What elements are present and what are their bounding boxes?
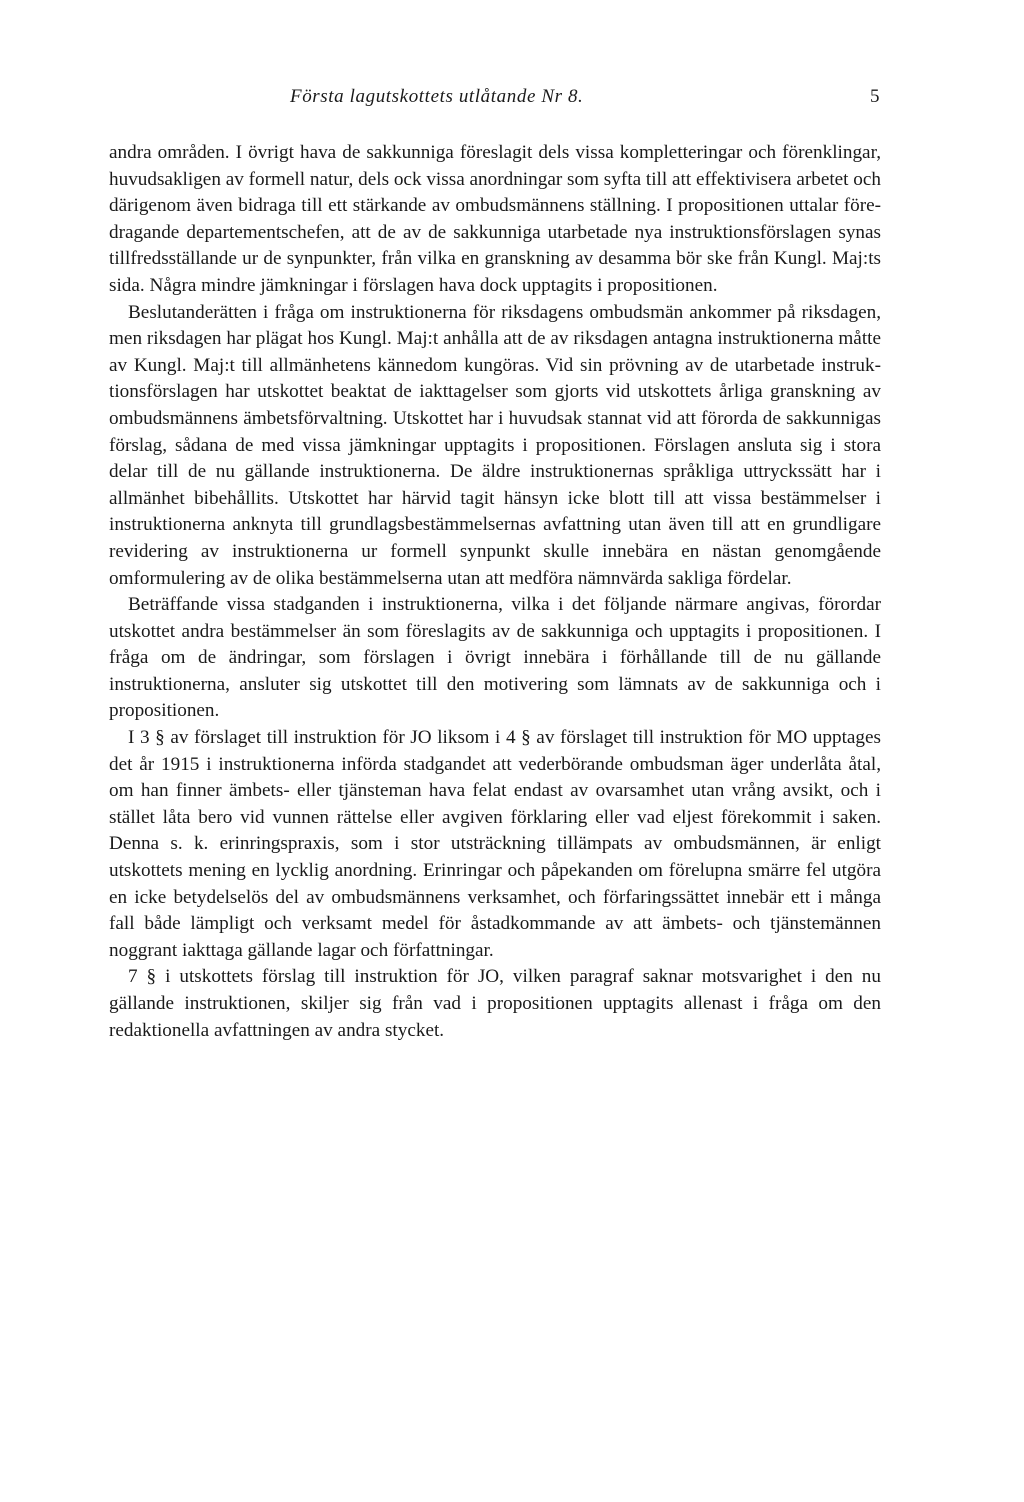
paragraph-3: Beträffande vissa stadganden i instruktionerna, vilka i det följande närmare angivas, förordar utskottet andra bestämmelser än som föreslagits av de sakkunniga och upptagits i propositionen. I fråga om de ändringar, som förslagen i övrigt innebära i förhållande till de nu gällande instruktionerna, ansluter sig utskottet till den motivering som lämnats av de sakkunniga och i propositionen.	[109, 594, 881, 722]
paragraph-2: Beslutanderätten i fråga om instruktionerna för riksdagens ombudsmän ankommer på riksdagen, men riksdagen har plägat hos Kungl. Maj:t anhålla att de av riksdagen antagna instruktionerna måtte av Kungl. Maj:t till allmänhetens kännedom kungöras. Vid sin prövning av de utarbetade instruktionsförslagen har utskottet beaktat de iakttagelser som gjorts vid utskottets årliga granskning av ombudsmännens ämbetsförvaltning. Utskottet har i huvudsak stannat vid att förorda de sakkunnigas förslag, sådana de med vissa jämkningar upptagits i propositionen. Förslagen ansluta sig i stora delar till de nu gällande instruktionerna. De äldre instruktionernas språkliga uttryckssätt har i allmänhet bibehållits. Utskottet har härvid tagit hänsyn icke blott till att vissa bestämmelser i instruktionerna anknyta till grundlagsbestämmelsernas avfattning utan även till att en grundligare revidering av instruktionerna ur formell synpunkt skulle innebära en nästan genomgående omformulering av de olika bestämmelserna utan att medföra nämnvärda sakliga fördelar.	[109, 301, 881, 589]
running-title: Första lagutskottets utlåtande Nr 8.	[290, 86, 584, 107]
body-text	[109, 140, 881, 1044]
running-header	[0, 86, 1024, 116]
paragraph-1: andra områden. I övrigt hava de sakkunniga föreslagit dels vissa kompletteringar och förenklingar, huvudsakligen av formell natur, dels ock vissa anordningar som syfta till att effektivisera arbetet och därigenom även bidraga till ett stärkande av ombudsmännens ställning. I propositionen uttalar föredragande departementschefen, att de av de sakkunniga utarbetade nya instruktionsförslagen synas tillfredsställande ur de synpunkter, från vilka en granskning av desamma bör ske från Kungl. Maj:ts sida. Några mindre jämkningar i förslagen hava dock upptagits i propositionen.	[109, 142, 882, 296]
paragraph-4: I 3 § av förslaget till instruktion för JO liksom i 4 § av förslaget till instruktion för MO upptages det år 1915 i instruktionerna införda stadgandet att vederbörande ombudsman äger underlåta åtal, om han finner ämbets- eller tjänsteman hava felat endast av ovarsamhet utan vrång avsikt, och i stället låta bero vid vunnen rättelse eller avgiven förklaring eller vad eljest förekommit i saken. Denna s. k. erinringspraxis, som i stor utsträckning tillämpats av ombudsmännen, är enligt utskottets mening en lycklig anordning. Erinringar och påpekanden om förelupna smärre fel utgöra en icke betydelselös del av ombudsmännens verksamhet, och förfaringssättet innebär ett i många fall både lämpligt och verksamt medel för åstadkommande av att ämbets- och tjänstemännen noggrant iakttaga gällande lagar och författningar.	[109, 727, 881, 961]
paragraph-5: 7 § i utskottets förslag till instruktion för JO, vilken paragraf saknar motsvarighet i den nu gällande instruktionen, skiljer sig från vad i propositionen upptagits allenast i fråga om den redaktionella avfattningen av andra stycket.	[109, 966, 881, 1041]
page-number: 5	[870, 86, 880, 107]
